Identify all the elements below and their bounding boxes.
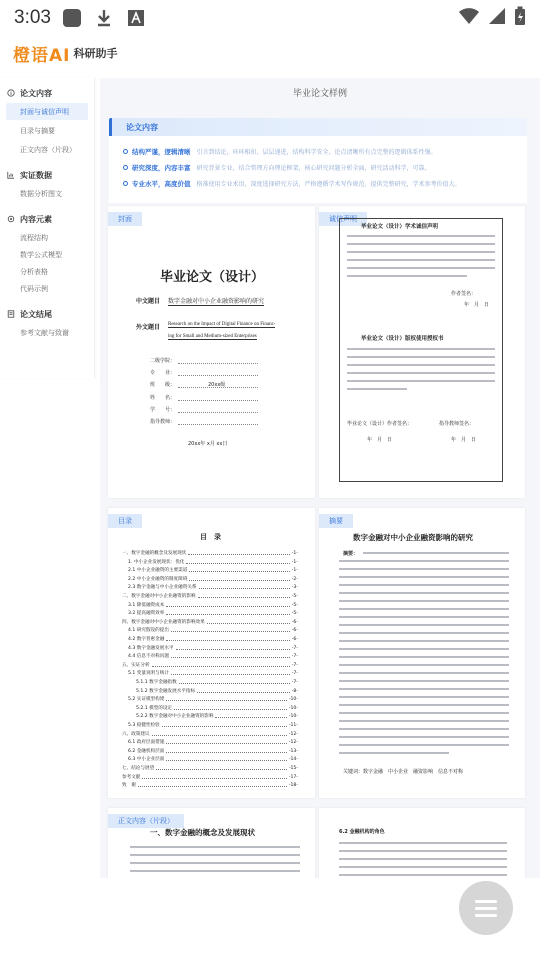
app-logo: 橙语AI	[13, 45, 71, 66]
cover-field: 指导教师：	[150, 419, 176, 425]
toc-entry: 4.4 信息不对称问题 -7-	[128, 654, 298, 660]
toc-entry: 七、结论与展望 -15-	[122, 766, 298, 771]
cover-page[interactable]	[108, 206, 315, 498]
abstract-text-line	[339, 752, 449, 754]
sidebar-item-cover[interactable]: 封面与诚信声明	[6, 103, 88, 120]
sidebar-section-label: 论文内容	[20, 88, 52, 98]
body-right-heading: 6.2 金融机构的角色	[339, 829, 385, 835]
sidebar-item-toc[interactable]: 目录与摘要	[20, 126, 55, 135]
abstract-text-line	[339, 624, 509, 626]
abstract-label: 摘要：	[343, 551, 359, 557]
cover-en-value: Research on the Impact of Digital Finance on Financ-	[168, 322, 276, 327]
toc-entry: 2.2 中小企业融资的制度障碍 -2-	[128, 576, 298, 582]
sidebar-item-flow[interactable]: 流程结构	[20, 233, 48, 242]
toc-entry: 1. 中小企业发展现状：优化 -1-	[128, 559, 298, 565]
toc-entry: 4.3 数字金融发展水平 -7-	[128, 645, 298, 651]
cover-en-label: 外文题目	[136, 324, 161, 331]
app-header	[0, 36, 540, 70]
license-date: 年 月 日	[451, 437, 477, 443]
sidebar-item-data-analysis[interactable]: 数据分析图文	[20, 189, 62, 198]
abstract-text-line	[339, 568, 509, 570]
toc-entry: 6.2 金融机构层面 -13-	[128, 748, 298, 754]
font-app-icon	[125, 7, 147, 29]
abstract-text-line	[339, 584, 509, 586]
battery-icon	[514, 6, 526, 30]
page-tag: 正文内容（片段）	[108, 814, 184, 828]
sidebar-section-label: 实证数据	[20, 170, 52, 180]
license-author-sign: 毕业论文（设计）作者签名：	[347, 421, 413, 427]
abstract-title: 数字金融对中小企业融资影响的研究	[353, 533, 473, 542]
license-date: 年 月 日	[367, 437, 393, 443]
sidebar-section-elements[interactable]	[0, 212, 94, 226]
page-tag: 摘要	[319, 514, 353, 528]
abstract-text-line	[339, 640, 509, 642]
toc-entry: 2.1 中小企业融资的主要渠道 -1-	[128, 568, 298, 574]
toc-entry: 致 谢 -18-	[122, 783, 298, 789]
abstract-text-line	[339, 600, 509, 602]
toc-entry: 5.1.2 数字金融发展水平指标 -8-	[136, 688, 298, 694]
abstract-text-line	[339, 608, 509, 610]
abstract-text-line	[339, 736, 509, 738]
license-advisor-sign: 指导教师签名：	[439, 421, 475, 427]
toc-entry: 参考文献 -17-	[122, 774, 298, 780]
intro-banner	[109, 118, 527, 203]
signal-icon	[488, 7, 506, 29]
sidebar-section-content[interactable]	[0, 86, 94, 100]
abstract-text-line	[339, 664, 509, 666]
abstract-text-line	[339, 688, 509, 690]
cover-field: 专 业：	[150, 370, 176, 376]
toc-entry: 5.2.1 模型的设定 -10-	[136, 705, 298, 711]
cover-en-value: ing for Small and Medium-sized Enterprises	[168, 334, 257, 339]
sidebar	[0, 78, 95, 378]
cover-title: 毕业论文（设计）	[160, 270, 265, 285]
cover-class-value: 20xx级	[208, 382, 226, 388]
license-title: 毕业论文（设计）版权使用授权书	[361, 336, 444, 342]
body-page-right[interactable]	[319, 808, 525, 878]
abstract-text-line	[339, 656, 509, 658]
banner-line: 专业水平，高度价值 格准使用专业术语，深度选择研究方法，严格遵循学术写作规范，提供完整研究，学术参考价值大。	[109, 176, 527, 190]
abstract-text-line	[339, 728, 509, 730]
toc-entry: 3.1 降低融资成本 -5-	[128, 602, 298, 608]
toc-entry: 5.1.1 数字金融指数 -7-	[136, 680, 298, 685]
abstract-text-line	[339, 704, 509, 706]
sidebar-section-label: 内容元素	[20, 214, 52, 224]
abstract-text-line	[339, 592, 509, 594]
abstract-text-line	[339, 576, 509, 578]
cover-field: 班 级：	[150, 382, 176, 388]
info-icon	[7, 89, 15, 97]
abstract-text-line	[339, 720, 509, 722]
toc-entry: 六、政策建议 -12-	[122, 731, 298, 737]
abstract-text-line	[339, 712, 509, 714]
banner-line: 结构严谨，逻辑清晰 引言到结论，环环相扣，层层递进，结构科学安全，论点清晰所有点完整的逻辑体系性强。	[109, 144, 527, 158]
cover-field: 二级学院：	[150, 358, 176, 364]
body-heading: 一、数字金融的概念及发展现状	[150, 828, 255, 837]
declaration-sign: 作者签名：	[451, 291, 477, 297]
toc-entry: 5.2 实证模型构建 -10-	[128, 697, 298, 703]
page-tag: 目录	[108, 514, 142, 528]
toc-entry: 2.3 数字金融与中小企业融资关系 -3-	[128, 585, 298, 591]
abstract-text-line	[339, 696, 509, 698]
menu-icon-bar	[475, 900, 497, 903]
cover-field: 姓 名：	[150, 395, 176, 401]
notification-app-icon	[61, 7, 83, 29]
status-bar	[0, 0, 540, 36]
toc-entry: 二、数字金融对中小企业融资的影响 -5-	[122, 594, 298, 599]
wifi-icon	[458, 7, 480, 29]
sidebar-item-code[interactable]: 代码示例	[20, 284, 48, 293]
toc-entry: 4.2 数字普惠金融 -6-	[128, 637, 298, 642]
abstract-text-line	[339, 680, 509, 682]
toc-entry: 5.1 变量说明与统计 -7-	[128, 671, 298, 677]
cover-date: 20xx年 x月 xx日	[188, 441, 228, 447]
toc-entry: 五、实证分析 -7-	[122, 662, 298, 668]
page-tag: 封面	[108, 212, 142, 226]
toc-entry: 5.3 稳健性检验 -11-	[128, 723, 298, 728]
declaration-page[interactable]	[319, 206, 525, 498]
abstract-text-line	[339, 744, 509, 746]
toc-entry: 6.3 中小企业层面 -14-	[128, 757, 298, 763]
page-tag: 诚信声明	[319, 212, 367, 226]
abstract-page[interactable]	[319, 508, 525, 798]
abstract-text-line	[339, 616, 509, 618]
body-page-left[interactable]	[108, 808, 315, 878]
cover-cn-label: 中文题目	[136, 298, 161, 305]
menu-icon-bar	[475, 914, 497, 917]
sidebar-item-table[interactable]: 分析表格	[20, 267, 48, 276]
toc-entry: 4.1 研究假设的提出 -6-	[128, 628, 298, 634]
app-subtitle: 科研助手	[73, 47, 118, 60]
toc-entry: 5.2.2 数字金融对中小企业融资的影响 -10-	[136, 714, 298, 720]
toc-page[interactable]	[108, 508, 315, 798]
toc-entry: 6.1 政府层面措施 -12-	[128, 740, 298, 746]
abstract-text-line	[339, 632, 509, 634]
main-content[interactable]	[100, 78, 540, 878]
toc-title: 目 录	[200, 533, 221, 541]
chart-icon	[7, 171, 15, 179]
cover-field: 学 号：	[150, 407, 176, 413]
abstract-keywords: 关键词：数字金融 中小企业 融资影响 信息不对称	[343, 769, 464, 775]
sidebar-item-body[interactable]: 正文内容（片段）	[20, 145, 76, 154]
abstract-text-line	[339, 648, 509, 650]
sidebar-section-ending[interactable]	[0, 307, 94, 321]
toc-entry: 四、数字金融对中小企业融资的影响效果 -6-	[122, 619, 298, 625]
abstract-text-line	[363, 552, 509, 554]
menu-icon-bar	[475, 907, 497, 910]
banner-line: 研究深度，内容丰富 研究背景专业，结合管理方向理论框架，核心研究问题分析全面，研究活动科学，可靠。	[109, 160, 527, 174]
cover-cn-value: 数字金融对中小企业融资影响的研究	[168, 298, 265, 305]
page-title: 毕业论文样例	[292, 89, 347, 99]
sidebar-item-references[interactable]: 参考文献与致谢	[20, 328, 69, 337]
abstract-text-line	[339, 672, 509, 674]
download-icon	[93, 7, 115, 29]
toc-entry: 一、数字金融的概念及发展现状 -1-	[122, 551, 298, 556]
banner-title: 论文内容	[109, 118, 527, 136]
sidebar-section-label: 论文结尾	[20, 309, 52, 319]
status-time: 3:03	[14, 7, 51, 28]
settings-icon	[7, 215, 15, 223]
menu-fab-button[interactable]	[459, 881, 513, 935]
declaration-date: 年 月 日	[464, 302, 490, 308]
toc-entry: 3.2 提高融资效率 -5-	[128, 611, 298, 617]
declaration-title: 毕业论文（设计）学术诚信声明	[361, 224, 439, 230]
sidebar-item-formula[interactable]: 数学公式模型	[20, 250, 62, 259]
doc-icon	[7, 310, 15, 318]
sidebar-section-data[interactable]	[0, 168, 94, 182]
abstract-text-line	[339, 560, 509, 562]
